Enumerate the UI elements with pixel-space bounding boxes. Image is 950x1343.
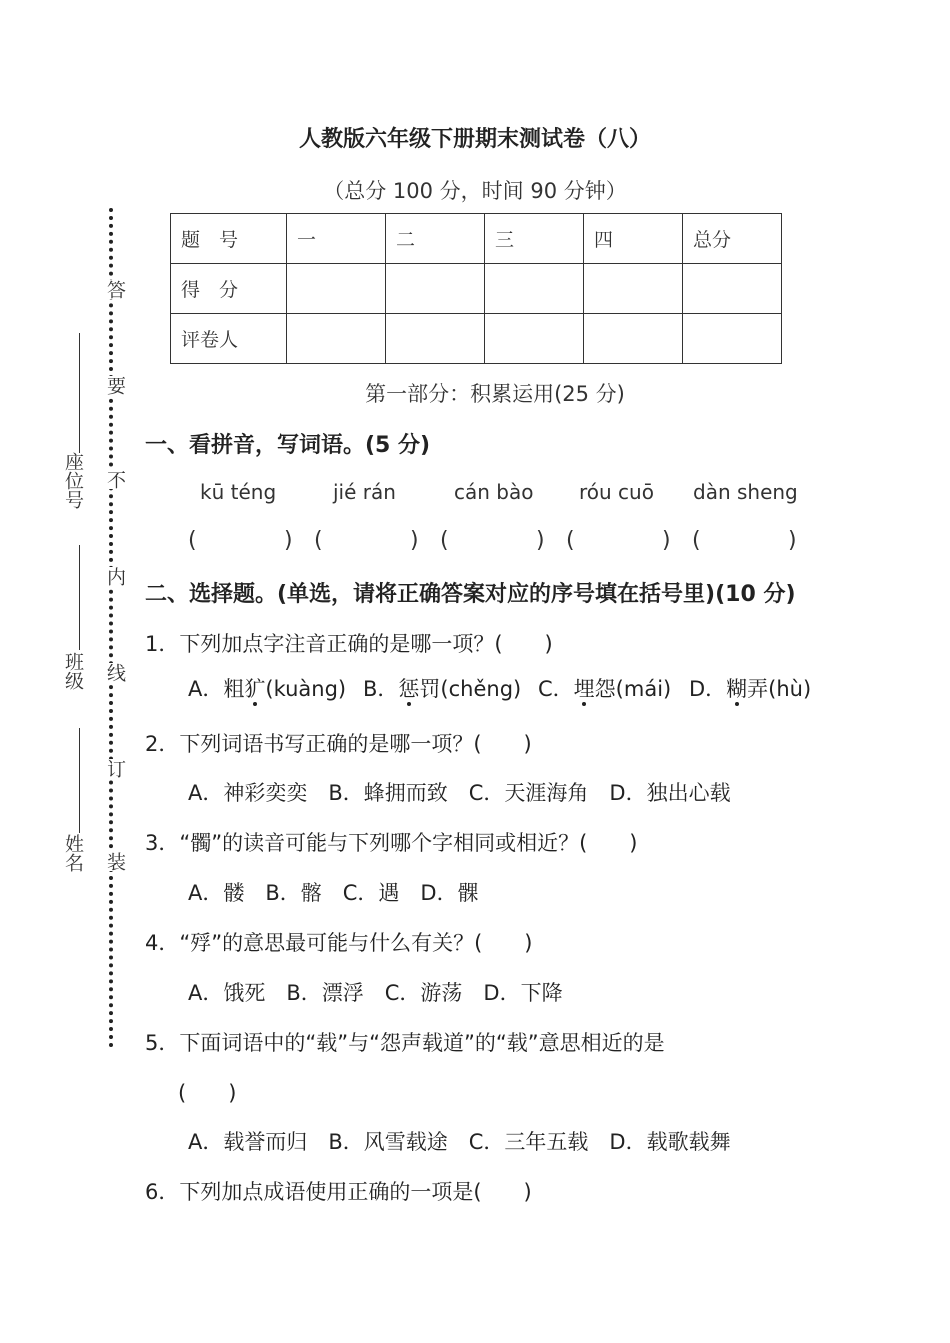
option-b-prefix: B． (363, 677, 399, 701)
answer-paren-close: ) (410, 528, 419, 553)
score-input-cell[interactable] (485, 264, 584, 314)
question-3-stem: 3．“髑”的读音可能与下列哪个字相同或相近？( ) (145, 831, 638, 855)
table-cell: 四 (584, 214, 683, 264)
question-1-option-d (689, 673, 811, 703)
question-4-options: A．饿死 B．漂浮 C．游荡 D．下降 (188, 981, 563, 1005)
question-3-options: A．髅 B．髂 C．遇 D．髁 (188, 881, 479, 905)
option-c-suffix: 怨(mái) (594, 677, 672, 701)
pinyin-item: kū téng (200, 480, 277, 504)
question-5-stem: 5．下面词语中的“载”与“怨声载道”的“载”意思相近的是 (145, 1031, 665, 1055)
answer-paren-open: ( (566, 528, 575, 553)
table-cell: 评卷人 (171, 314, 287, 364)
table-cell: 三 (485, 214, 584, 264)
option-a-suffix: (kuàng) (265, 677, 347, 701)
score-input-cell[interactable] (584, 264, 683, 314)
pinyin-item: dàn sheng (693, 480, 798, 504)
seat-number-label: 座位号 (62, 452, 84, 509)
answer-paren-close: ) (536, 528, 545, 553)
option-b-suffix: 罚(chěng) (419, 677, 522, 701)
class-label: 班级 (62, 652, 84, 690)
table-cell: 总分 (683, 214, 782, 264)
option-d-prefix: D． (689, 677, 727, 701)
score-table (170, 213, 782, 364)
question-2-options: A．神彩奕奕 B．蜂拥而致 C．天涯海角 D．独出心载 (188, 781, 731, 805)
pinyin-item: jié rán (333, 480, 396, 504)
question-5-options: A．载誉而归 B．风雪载途 C．三年五载 D．载歌载舞 (188, 1130, 731, 1154)
answer-paren-open: ( (692, 528, 701, 553)
option-c-dotted-char: 埋 (573, 677, 595, 701)
score-input-cell[interactable] (683, 264, 782, 314)
pinyin-item: cán bào (454, 480, 534, 504)
seal-char-xian: 线 (102, 663, 129, 682)
table-cell: 一 (287, 214, 386, 264)
grader-input-cell[interactable] (485, 314, 584, 364)
name-underline (79, 728, 80, 833)
grader-input-cell[interactable] (683, 314, 782, 364)
grader-input-cell[interactable] (386, 314, 485, 364)
score-input-cell[interactable] (386, 264, 485, 314)
table-row (171, 264, 782, 314)
table-row (171, 314, 782, 364)
seal-char-bu: 不 (102, 470, 129, 489)
grader-input-cell[interactable] (287, 314, 386, 364)
page-subtitle: （总分 100 分，时间 90 分钟） (323, 179, 627, 203)
page-title: 人教版六年级下册期末测试卷（八） (298, 127, 651, 152)
option-c-prefix: C． (538, 677, 574, 701)
name-label: 姓名 (62, 834, 84, 872)
question-1-options (188, 673, 346, 703)
seal-char-zhuang: 装 (102, 852, 129, 871)
question-1-option-c (538, 673, 671, 703)
option-d-dotted-char: 糊 (726, 677, 748, 701)
option-a-prefix: A．粗 (188, 677, 245, 701)
seal-char-da: 答 (102, 280, 129, 299)
part-heading: 第一部分：积累运用(25 分) (365, 382, 625, 406)
answer-paren-open: ( (314, 528, 323, 553)
option-b-dotted-char: 惩 (398, 677, 420, 701)
section-heading: 一、看拼音，写词语。(5 分) (145, 433, 431, 458)
question-1-option-b (363, 673, 521, 703)
question-1-stem: 1．下列加点字注音正确的是哪一项？( ) (145, 632, 553, 656)
question-2-stem: 2．下列词语书写正确的是哪一项？( ) (145, 732, 532, 756)
question-5-answer-paren: ( ) (178, 1081, 237, 1105)
table-cell: 二 (386, 214, 485, 264)
seal-char-ding: 订 (102, 759, 129, 778)
pinyin-item: róu cuō (579, 480, 654, 504)
table-cell: 得 分 (171, 264, 287, 314)
section-heading: 二、选择题。(单选，请将正确答案对应的序号填在括号里)(10 分) (145, 582, 796, 607)
table-cell: 题 号 (171, 214, 287, 264)
answer-paren-open: ( (440, 528, 449, 553)
class-underline (79, 545, 80, 650)
seal-char-yao: 要 (102, 376, 129, 395)
seal-dotted-line (109, 208, 113, 1048)
question-4-stem: 4．“殍”的意思最可能与什么有关？( ) (145, 931, 533, 955)
seal-char-nei: 内 (102, 567, 129, 586)
answer-paren-close: ) (662, 528, 671, 553)
answer-paren-open: ( (188, 528, 197, 553)
option-a-dotted-char: 犷 (244, 677, 266, 701)
answer-paren-close: ) (788, 528, 797, 553)
option-d-suffix: 弄(hù) (747, 677, 812, 701)
question-6-stem: 6．下列加点成语使用正确的一项是( ) (145, 1180, 532, 1204)
table-row (171, 214, 782, 264)
answer-paren-close: ) (284, 528, 293, 553)
score-input-cell[interactable] (287, 264, 386, 314)
grader-input-cell[interactable] (584, 314, 683, 364)
